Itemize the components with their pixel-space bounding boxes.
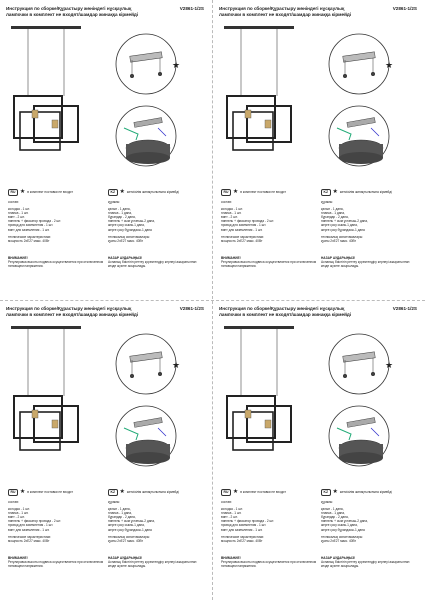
ru-item: ниппель + фиксатор провода - 2 шт.: [8, 519, 62, 524]
kz-note: жеткізілім жинақтылығына кірмейді: [339, 190, 392, 195]
kz-heading: құрамы:: [108, 200, 120, 204]
kz-tech: қуаты 2xE27 макс. 40Вт: [321, 538, 356, 543]
panel-title: Инструкция по сборке/Құрастыру жөніндегі нұсқаулық: [219, 306, 345, 311]
ru-column: [221, 200, 317, 243]
ru-tech: мощность 2xE27 макс. 40Вт: [221, 238, 263, 243]
ru-item: планка - 1 шт.: [221, 511, 242, 516]
ru-flag: [8, 189, 73, 196]
kz-badge: KZ: [321, 489, 331, 496]
ru-note: в комплект поставки не входит: [240, 190, 286, 195]
panel-subtitle: лампочки в комплект не входят/шамдар жинаққа кірмейді: [6, 312, 139, 317]
panel-header: [219, 306, 419, 318]
kz-flag: [108, 489, 179, 496]
assembly-drawings: [219, 324, 419, 484]
supply-flags: [219, 188, 419, 198]
ru-heading: состав:: [221, 500, 232, 504]
cut-line-horizontal: [0, 300, 425, 301]
instruction-panel: [6, 306, 206, 598]
panel-header: [6, 306, 206, 318]
ru-warning-heading: ВНИМАНИЕ!: [221, 556, 241, 560]
ru-item: ниппель + фиксатор провода - 2 шт.: [8, 219, 62, 224]
ru-warning-heading: ВНИМАНИЕ!: [8, 256, 28, 260]
ru-item: планка - 1 шт.: [221, 211, 242, 216]
kz-item: жерге қосу бұрандасы-1 дана: [108, 527, 152, 532]
ceiling-plate-detail: [116, 334, 176, 394]
ceiling-plate-detail: [329, 34, 389, 94]
assembly-drawings: [219, 24, 419, 184]
kz-warning: [108, 556, 204, 568]
ru-badge: RU: [8, 189, 18, 196]
star-icon: ★: [119, 188, 125, 195]
ru-item: ниппель + фиксатор провода - 2 шт.: [221, 519, 275, 524]
kz-warning-heading: НАЗАР АУДАРЫҢЫЗ!: [108, 556, 143, 560]
kz-tech-heading: техникалық сипаттамалары:: [321, 534, 363, 539]
kz-item: бұрандар - 2 дана,: [321, 515, 349, 520]
kz-warning: [321, 256, 417, 268]
ru-heading: состав:: [221, 200, 232, 204]
ru-note: в комплект поставки не входит: [27, 490, 73, 495]
ru-tech: мощность 2xE27 макс. 40Вт: [8, 538, 50, 543]
ru-warning-text: Регулировка высоты подвеса осуществляется при отключенном питающем напряжении.: [8, 560, 104, 569]
kz-flag: [321, 489, 392, 496]
star-icon: ★: [384, 60, 394, 70]
kz-warning-text: Аспаның биіктігін реттеу қоректендіру кернеуі ажыратылған кезде жүзеге асырылады.: [321, 260, 410, 269]
kz-tech: қуаты 2xE27 макс. 40Вт: [108, 238, 143, 243]
ru-heading: состав:: [8, 200, 19, 204]
ru-flag: [8, 489, 73, 496]
star-icon: ★: [19, 188, 26, 195]
assembly-drawings: [6, 324, 206, 484]
ru-tech: мощность 2xE27 макс. 40Вт: [8, 238, 50, 243]
model-number: V2861-1/2S: [392, 306, 417, 311]
supply-flags: [219, 488, 419, 498]
kz-column: [321, 500, 417, 543]
assembly-drawings: [6, 24, 206, 184]
ru-tech-heading: технические характеристики:: [221, 534, 265, 539]
model-number: V2861-1/2S: [179, 306, 204, 311]
kz-item: қалып - 1 дана,: [321, 207, 344, 212]
ru-warning-text: Регулировка высоты подвеса осуществляется при отключенном питающем напряжении.: [221, 560, 317, 569]
kz-heading: құрамы:: [108, 500, 120, 504]
kz-item: жерге қосу сымы-1 дана,: [321, 523, 358, 528]
kz-item: планка - 1 дана,: [108, 211, 132, 216]
kz-item: бұрандар - 2 дана,: [108, 515, 136, 520]
kz-item: планка - 1 дана,: [108, 511, 132, 516]
ru-flag: [221, 489, 286, 496]
ru-flag: [221, 189, 286, 196]
panel-subtitle: лампочки в комплект не входят/шамдар жинаққа кірмейді: [6, 12, 139, 17]
kz-warning-heading: НАЗАР АУДАРЫҢЫЗ!: [108, 256, 143, 260]
kz-note: жеткізілім жинақтылығына кірмейді: [126, 190, 179, 195]
supply-flags: [6, 488, 206, 498]
ru-column: [8, 200, 104, 243]
panel-title: Инструкция по сборке/Құрастыру жөніндегі нұсқаулық: [6, 6, 132, 11]
ru-item: винт для заземления - 1 шт.: [8, 227, 50, 232]
ru-heading: состав:: [8, 500, 19, 504]
star-icon: ★: [19, 488, 26, 495]
ru-warning: [8, 256, 104, 268]
ru-tech-heading: технические характеристики:: [221, 234, 265, 239]
ru-item: колодка - 1 шт.: [221, 207, 243, 212]
ru-item: винт - 2 шт.: [221, 215, 238, 220]
panel-subtitle: лампочки в комплект не входят/шамдар жинаққа кірмейді: [219, 312, 352, 317]
grounding-detail: [329, 406, 389, 466]
ru-item: провод для заземления - 1 шт.: [221, 523, 267, 528]
ru-item: колодка - 1 шт.: [221, 507, 243, 512]
kz-tech-heading: техникалық сипаттамалары:: [321, 234, 363, 239]
ru-item: винт - 2 шт.: [8, 515, 25, 520]
ru-tech-heading: технические характеристики:: [8, 234, 52, 239]
star-icon: ★: [171, 360, 181, 370]
kz-item: жерге қосу бұрандасы-1 дана: [108, 227, 152, 232]
instruction-panel: [219, 306, 419, 598]
kz-badge: KZ: [108, 489, 118, 496]
kz-item: қалып - 1 дана,: [321, 507, 344, 512]
ru-tech: мощность 2xE27 макс. 40Вт: [221, 538, 263, 543]
kz-badge: KZ: [321, 189, 331, 196]
panel-title: Инструкция по сборке/Құрастыру жөніндегі нұсқаулық: [219, 6, 345, 11]
ru-warning: [221, 256, 317, 268]
kz-item: ниппель + сым ұстағыш-2 дана,: [108, 219, 155, 224]
star-icon: ★: [332, 188, 338, 195]
kz-tech-heading: техникалық сипаттамалары:: [108, 234, 150, 239]
instruction-panel: [219, 6, 419, 298]
ceiling-plate-detail: [116, 34, 176, 94]
kz-warning-text: Аспаның биіктігін реттеу қоректендіру кернеуі ажыратылған кезде жүзеге асырылады.: [108, 560, 197, 569]
ru-item: винт - 2 шт.: [8, 215, 25, 220]
ru-badge: RU: [8, 489, 18, 496]
star-icon: ★: [119, 488, 125, 495]
panel-title: Инструкция по сборке/Құрастыру жөніндегі нұсқаулық: [6, 306, 132, 311]
kz-warning-heading: НАЗАР АУДАРЫҢЫЗ!: [321, 556, 356, 560]
kz-item: планка - 1 дана,: [321, 211, 345, 216]
ru-warning-text: Регулировка высоты подвеса осуществляется при отключенном питающем напряжении.: [8, 260, 104, 269]
kz-item: қалып - 1 дана,: [108, 207, 131, 212]
grounding-detail: [116, 406, 176, 466]
kz-item: жерге қосу сымы-1 дана,: [108, 523, 145, 528]
ru-item: колодка - 1 шт.: [8, 207, 30, 212]
model-number: V2861-1/2S: [179, 6, 204, 11]
panel-header: [219, 6, 419, 18]
pendant-lamp-drawing: [11, 26, 81, 150]
ru-item: винт для заземления - 1 шт.: [221, 227, 263, 232]
kz-item: ниппель + сым ұстағыш-2 дана,: [321, 219, 368, 224]
star-icon: ★: [332, 488, 338, 495]
ru-tech-heading: технические характеристики:: [8, 534, 52, 539]
ru-column: [221, 500, 317, 543]
star-icon: ★: [232, 488, 239, 495]
kz-flag: [321, 189, 392, 196]
kz-item: жерге қосу сымы-1 дана,: [321, 223, 358, 228]
ru-column: [8, 500, 104, 543]
kz-tech: қуаты 2xE27 макс. 40Вт: [321, 238, 356, 243]
ru-badge: RU: [221, 189, 231, 196]
kz-flag: [108, 189, 179, 196]
ru-warning-text: Регулировка высоты подвеса осуществляется при отключенном питающем напряжении.: [221, 260, 317, 269]
supply-flags: [6, 188, 206, 198]
grounding-detail: [116, 106, 176, 166]
kz-heading: құрамы:: [321, 500, 333, 504]
ru-item: винт - 2 шт.: [221, 515, 238, 520]
ru-warning-heading: ВНИМАНИЕ!: [221, 256, 241, 260]
kz-column: [108, 500, 204, 543]
kz-warning: [321, 556, 417, 568]
kz-badge: KZ: [108, 189, 118, 196]
star-icon: ★: [232, 188, 239, 195]
panel-header: [6, 6, 206, 18]
ru-note: в комплект поставки не входит: [240, 490, 286, 495]
ru-item: ниппель + фиксатор провода - 2 шт.: [221, 219, 275, 224]
star-icon: ★: [384, 360, 394, 370]
kz-item: қалып - 1 дана,: [108, 507, 131, 512]
instruction-panel: [6, 6, 206, 298]
star-icon: ★: [171, 60, 181, 70]
kz-column: [108, 200, 204, 243]
kz-item: жерге қосу бұрандасы-1 дана: [321, 227, 365, 232]
kz-item: ниппель + сым ұстағыш-2 дана,: [108, 519, 155, 524]
kz-tech-heading: техникалық сипаттамалары:: [108, 534, 150, 539]
pendant-lamp-drawing: [11, 326, 81, 450]
grounding-detail: [329, 106, 389, 166]
kz-heading: құрамы:: [321, 200, 333, 204]
ru-warning: [8, 556, 104, 568]
pendant-lamp-drawing: [224, 26, 294, 150]
ru-badge: RU: [221, 489, 231, 496]
kz-item: жерге қосу бұрандасы-1 дана: [321, 527, 365, 532]
ru-warning-heading: ВНИМАНИЕ!: [8, 556, 28, 560]
kz-warning-text: Аспаның биіктігін реттеу қоректендіру кернеуі ажыратылған кезде жүзеге асырылады.: [321, 560, 410, 569]
model-number: V2861-1/2S: [392, 6, 417, 11]
ru-item: провод для заземления - 1 шт.: [8, 223, 54, 228]
ru-note: в комплект поставки не входит: [27, 190, 73, 195]
ru-item: планка - 1 шт.: [8, 511, 29, 516]
ru-item: провод для заземления - 1 шт.: [221, 223, 267, 228]
kz-tech: қуаты 2xE27 макс. 40Вт: [108, 538, 143, 543]
pendant-lamp-drawing: [224, 326, 294, 450]
kz-note: жеткізілім жинақтылығына кірмейді: [339, 490, 392, 495]
kz-column: [321, 200, 417, 243]
ru-item: колодка - 1 шт.: [8, 507, 30, 512]
ru-item: винт для заземления - 1 шт.: [221, 527, 263, 532]
panel-subtitle: лампочки в комплект не входят/шамдар жинаққа кірмейді: [219, 12, 352, 17]
kz-warning-heading: НАЗАР АУДАРЫҢЫЗ!: [321, 256, 356, 260]
kz-item: планка - 1 дана,: [321, 511, 345, 516]
ru-item: планка - 1 шт.: [8, 211, 29, 216]
kz-warning: [108, 256, 204, 268]
ru-item: провод для заземления - 1 шт.: [8, 523, 54, 528]
ru-item: винт для заземления - 1 шт.: [8, 527, 50, 532]
kz-note: жеткізілім жинақтылығына кірмейді: [126, 490, 179, 495]
kz-item: бұрандар - 2 дана,: [321, 215, 349, 220]
kz-item: жерге қосу сымы-1 дана,: [108, 223, 145, 228]
kz-item: бұрандар - 2 дана,: [108, 215, 136, 220]
kz-warning-text: Аспаның биіктігін реттеу қоректендіру кернеуі ажыратылған кезде жүзеге асырылады.: [108, 260, 197, 269]
kz-item: ниппель + сым ұстағыш-2 дана,: [321, 519, 368, 524]
ceiling-plate-detail: [329, 334, 389, 394]
ru-warning: [221, 556, 317, 568]
